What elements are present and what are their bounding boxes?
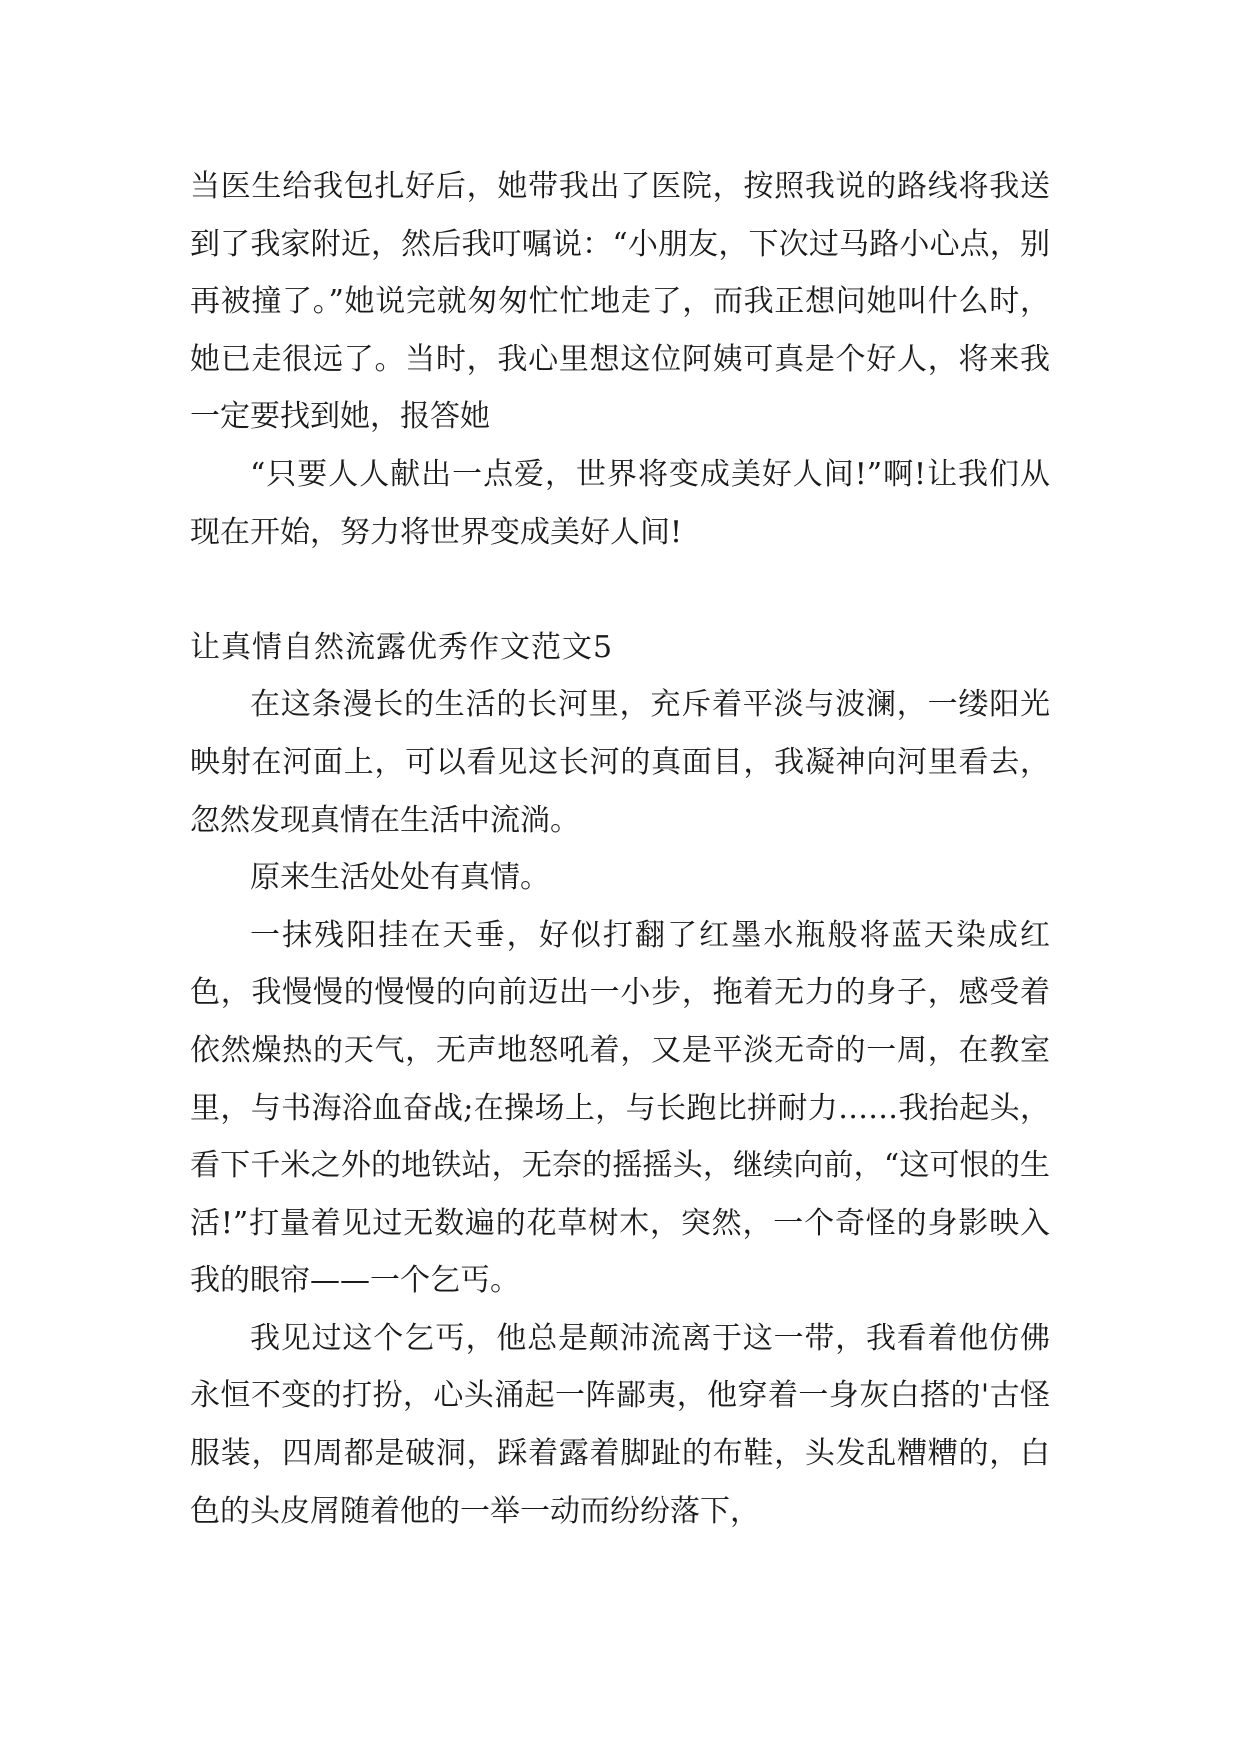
paragraph: “只要人人献出一点爱，世界将变成美好人间!”啊!让我们从现在开始，努力将世界变成美好人间! <box>190 456 1050 550</box>
paragraph: 我见过这个乞丐，他总是颠沛流离于这一带，我看着他仿佛永恒不变的打扮，心头涌起一阵鄙夷，他穿着一身灰白搭的'古怪服装，四周都是破洞，踩着露着脚趾的布鞋，头发乱糟糟的，白色的头皮屑随着他的一举一动而纷纷落下， <box>190 1320 1050 1529</box>
paragraph-gap <box>190 561 1050 619</box>
paragraph: 一抹残阳挂在天垂，好似打翻了红墨水瓶般将蓝天染成红色，我慢慢的慢慢的向前迈出一小步，拖着无力的身子，感受着依然燥热的天气，无声地怒吼着，又是平淡无奇的一周，在教室里，与书海浴血奋战;在操场上，与长跑比拼耐力……我抬起头，看下千米之外的地铁站，无奈的摇摇头，继续向前，“这可恨的生活!”打量着见过无数遍的花草树木，突然，一个奇怪的身影映入我的眼帘——一个乞丐。 <box>190 917 1050 1299</box>
section-title: 让真情自然流露优秀作文范文5 <box>190 629 614 665</box>
paragraph: 原来生活处处有真情。 <box>250 860 550 896</box>
paragraph: 当医生给我包扎好后，她带我出了医院，按照我说的路线将我送到了我家附近，然后我叮嘱说：“小朋友，下次过马路小心点，别再被撞了。”她说完就匆匆忙忙地走了，而我正想问她叫什么时，她已走很远了。当时，我心里想这位阿姨可真是个好人，将来我一定要找到她，报答她 <box>190 169 1050 435</box>
paragraph: 在这条漫长的生活的长河里，充斥着平淡与波澜，一缕阳光映射在河面上，可以看见这长河的真面目，我凝神向河里看去，忽然发现真情在生活中流淌。 <box>190 687 1050 838</box>
document-page <box>190 158 1050 1540</box>
